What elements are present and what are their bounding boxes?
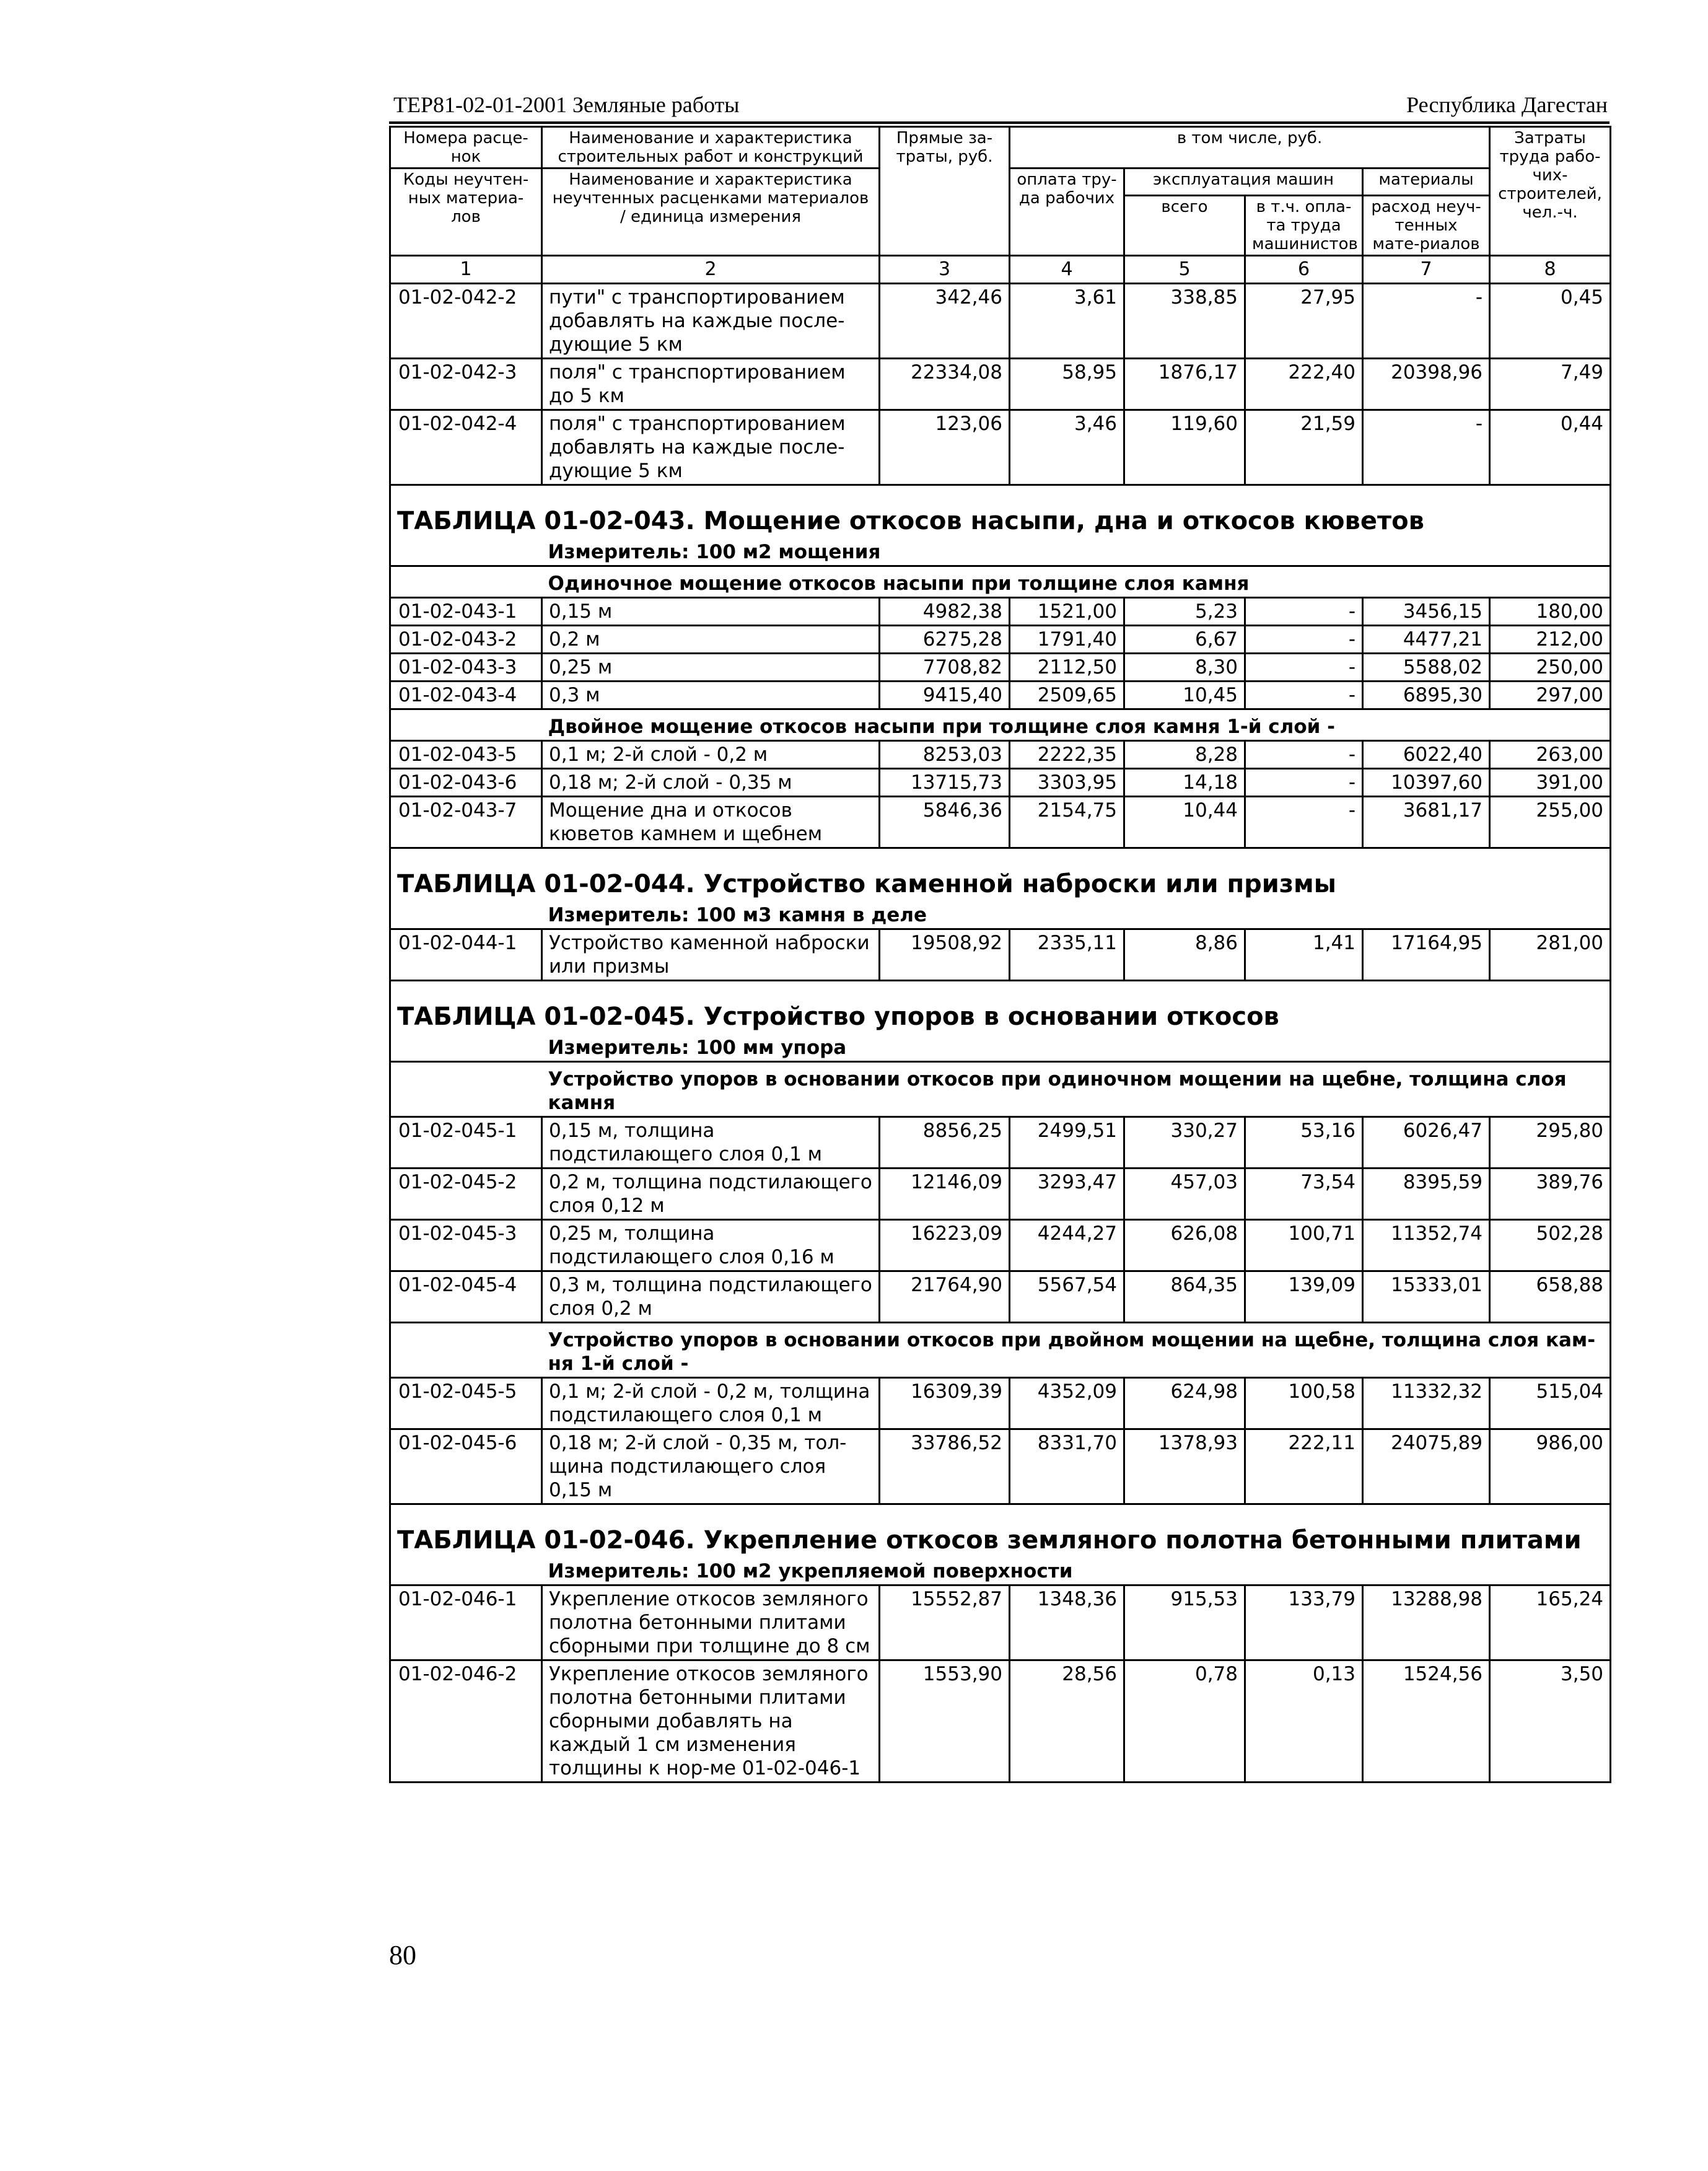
labor-hours: 658,88: [1490, 1271, 1611, 1323]
labor-hours: 7,49: [1490, 359, 1611, 410]
rate-code: 01-02-045-2: [390, 1169, 542, 1220]
machinist-pay: 0,13: [1245, 1660, 1363, 1783]
worker-pay: 4244,27: [1010, 1220, 1124, 1271]
machinist-pay: 100,71: [1245, 1220, 1363, 1271]
labor-hours: 180,00: [1490, 598, 1611, 626]
unaccounted-materials-header: расход неуч-тенных мате-риалов: [1363, 196, 1490, 256]
table-row: [390, 741, 1611, 769]
machinist-pay: 1,41: [1245, 929, 1363, 981]
materials-cost: -: [1363, 410, 1490, 485]
machinist-pay: 222,40: [1245, 359, 1363, 410]
labor-hours: 263,00: [1490, 741, 1611, 769]
machines-total: 119,60: [1124, 410, 1245, 485]
machines-total: 457,03: [1124, 1169, 1245, 1220]
machinist-pay: 73,54: [1245, 1169, 1363, 1220]
machinist-pay: -: [1245, 741, 1363, 769]
labor-hours: 295,80: [1490, 1117, 1611, 1169]
worker-pay: 4352,09: [1010, 1378, 1124, 1429]
machinist-pay: 100,58: [1245, 1378, 1363, 1429]
rate-code: 01-02-043-2: [390, 626, 542, 654]
work-name: пути" с транспортированием добавлять на каждые после-дующие 5 км: [542, 284, 880, 359]
table-row: [390, 1169, 1611, 1220]
page-number: 80: [389, 1940, 416, 1970]
worker-pay: 3293,47: [1010, 1169, 1124, 1220]
labor-hours: 0,45: [1490, 284, 1611, 359]
spacer-cell: [390, 1033, 542, 1062]
materials-cost: -: [1363, 284, 1490, 359]
subsection-heading: Устройство упоров в основании откосов при одиночном мощении на щебне, толщина слоя камня: [542, 1062, 1611, 1117]
table-body: [390, 127, 1611, 1783]
table-row: [390, 1585, 1611, 1660]
machines-total: 10,44: [1124, 797, 1245, 848]
materials-cost: 24075,89: [1363, 1429, 1490, 1504]
spacer-cell: [390, 1323, 542, 1378]
col-number: 2: [542, 256, 880, 284]
direct-costs: 12146,09: [880, 1169, 1010, 1220]
labor-hours: 986,00: [1490, 1429, 1611, 1504]
subsection-heading-row: [390, 566, 1611, 598]
direct-costs: 6275,28: [880, 626, 1010, 654]
machinist-pay: 53,16: [1245, 1117, 1363, 1169]
machinist-pay: -: [1245, 626, 1363, 654]
subsection-heading-row: [390, 1323, 1611, 1378]
materials-cost: 10397,60: [1363, 769, 1490, 797]
machinist-pay: 133,79: [1245, 1585, 1363, 1660]
materials-cost: 13288,98: [1363, 1585, 1490, 1660]
spacer-cell: [390, 1062, 542, 1117]
machinist-pay: -: [1245, 654, 1363, 682]
measurer-row: [390, 1033, 1611, 1062]
rate-code: 01-02-042-2: [390, 284, 542, 359]
labor-hours: 250,00: [1490, 654, 1611, 682]
work-name: 0,18 м; 2-й слой - 0,35 м, тол-щина подстилающего слоя 0,15 м: [542, 1429, 880, 1504]
machinist-pay: -: [1245, 769, 1363, 797]
labor-hours: 281,00: [1490, 929, 1611, 981]
worker-pay: 2154,75: [1010, 797, 1124, 848]
col-number: 7: [1363, 256, 1490, 284]
direct-costs: 5846,36: [880, 797, 1010, 848]
materials-cost: 1524,56: [1363, 1660, 1490, 1783]
rate-code: 01-02-045-3: [390, 1220, 542, 1271]
materials-cost: 6022,40: [1363, 741, 1490, 769]
direct-costs: 15552,87: [880, 1585, 1010, 1660]
machinist-pay: 21,59: [1245, 410, 1363, 485]
rate-code: 01-02-046-1: [390, 1585, 542, 1660]
materials-cost: 20398,96: [1363, 359, 1490, 410]
work-name: 0,1 м; 2-й слой - 0,2 м, толщина подстилающего слоя 0,1 м: [542, 1378, 880, 1429]
worker-pay: 3303,95: [1010, 769, 1124, 797]
worker-pay: 8331,70: [1010, 1429, 1124, 1504]
col2-top-header: Наименование и характеристика строительных работ и конструкций: [542, 127, 880, 169]
section-title: ТАБЛИЦА 01-02-044. Устройство каменной наброски или призмы: [390, 848, 1611, 901]
worker-pay: 5567,54: [1010, 1271, 1124, 1323]
section-title: ТАБЛИЦА 01-02-045. Устройство упоров в основании откосов: [390, 981, 1611, 1034]
rate-code: 01-02-043-1: [390, 598, 542, 626]
materials-cost: 3456,15: [1363, 598, 1490, 626]
rate-code: 01-02-043-3: [390, 654, 542, 682]
machines-total: 864,35: [1124, 1271, 1245, 1323]
rate-code: 01-02-046-2: [390, 1660, 542, 1783]
machines-total: 0,78: [1124, 1660, 1245, 1783]
machines-total: 8,86: [1124, 929, 1245, 981]
table-row: [390, 682, 1611, 709]
labor-hours: 515,04: [1490, 1378, 1611, 1429]
header-row-1: [390, 127, 1611, 169]
labor-hours-header: Затраты труда рабо-чих-строителей, чел.-ч.: [1490, 127, 1611, 256]
work-name: Укрепление откосов земляного полотна бетонными плитами сборными при толщине до 8 см: [542, 1585, 880, 1660]
spacer-cell: [390, 538, 542, 566]
direct-costs: 7708,82: [880, 654, 1010, 682]
machines-total: 915,53: [1124, 1585, 1245, 1660]
spacer-cell: [390, 1557, 542, 1585]
work-name: Укрепление откосов земляного полотна бетонными плитами сборными добавлять на каждый 1 см изменения толщины к нор-ме 01-02-046-1: [542, 1660, 880, 1783]
subsection-heading: Двойное мощение откосов насыпи при толщине слоя камня 1-й слой -: [542, 709, 1611, 741]
direct-costs: 16309,39: [880, 1378, 1010, 1429]
col-number: 5: [1124, 256, 1245, 284]
machines-total: 1378,93: [1124, 1429, 1245, 1504]
work-name: 0,15 м, толщина подстилающего слоя 0,1 м: [542, 1117, 880, 1169]
work-name: поля" с транспортированием добавлять на каждые после-дующие 5 км: [542, 410, 880, 485]
worker-pay-header: оплата тру-да рабочих: [1010, 169, 1124, 256]
col-number: 4: [1010, 256, 1124, 284]
materials-cost: 4477,21: [1363, 626, 1490, 654]
spacer-cell: [390, 709, 542, 741]
direct-costs: 16223,09: [880, 1220, 1010, 1271]
table-row: [390, 929, 1611, 981]
header-rule: [389, 121, 1609, 124]
direct-costs: 33786,52: [880, 1429, 1010, 1504]
spacer-cell: [390, 566, 542, 598]
rate-code: 01-02-043-4: [390, 682, 542, 709]
machinist-pay: 139,09: [1245, 1271, 1363, 1323]
worker-pay: 2222,35: [1010, 741, 1124, 769]
labor-hours: 165,24: [1490, 1585, 1611, 1660]
col-number: 6: [1245, 256, 1363, 284]
measurer: Измеритель: 100 мм упора: [542, 1033, 1611, 1062]
table-row: [390, 410, 1611, 485]
labor-hours: 255,00: [1490, 797, 1611, 848]
materials-cost: 5588,02: [1363, 654, 1490, 682]
subsection-heading-row: [390, 709, 1611, 741]
worker-pay: 2335,11: [1010, 929, 1124, 981]
work-name: 0,1 м; 2-й слой - 0,2 м: [542, 741, 880, 769]
table-row: [390, 359, 1611, 410]
table-row: [390, 797, 1611, 848]
section-title-row: [390, 1504, 1611, 1558]
worker-pay: 2112,50: [1010, 654, 1124, 682]
work-name: 0,3 м, толщина подстилающего слоя 0,2 м: [542, 1271, 880, 1323]
rate-code: 01-02-044-1: [390, 929, 542, 981]
direct-costs: 21764,90: [880, 1271, 1010, 1323]
work-name: 0,2 м: [542, 626, 880, 654]
measurer-row: [390, 901, 1611, 929]
machines-total: 5,23: [1124, 598, 1245, 626]
worker-pay: 1521,00: [1010, 598, 1124, 626]
region-name: Республика Дагестан: [1406, 92, 1608, 117]
col1-bottom-header: Коды неучтен-ных материа-лов: [390, 169, 542, 256]
table-row: [390, 1271, 1611, 1323]
table-row: [390, 1378, 1611, 1429]
machinist-pay: -: [1245, 797, 1363, 848]
col-number: 3: [880, 256, 1010, 284]
materials-cost: 11332,32: [1363, 1378, 1490, 1429]
direct-costs: 4982,38: [880, 598, 1010, 626]
machines-total: 338,85: [1124, 284, 1245, 359]
work-name: 0,2 м, толщина подстилающего слоя 0,12 м: [542, 1169, 880, 1220]
worker-pay: 3,46: [1010, 410, 1124, 485]
worker-pay: 1348,36: [1010, 1585, 1124, 1660]
direct-costs: 8253,03: [880, 741, 1010, 769]
materials-cost: 3681,17: [1363, 797, 1490, 848]
machines-total: 8,28: [1124, 741, 1245, 769]
spacer-cell: [390, 901, 542, 929]
subsection-heading: Устройство упоров в основании откосов при двойном мощении на щебне, толщина слоя кам-ня 1-й слой -: [542, 1323, 1611, 1378]
direct-costs: 123,06: [880, 410, 1010, 485]
materials-cost: 6026,47: [1363, 1117, 1490, 1169]
machinist-pay: -: [1245, 598, 1363, 626]
measurer-row: [390, 538, 1611, 566]
rate-code: 01-02-045-1: [390, 1117, 542, 1169]
work-name: Мощение дна и откосов кюветов камнем и щебнем: [542, 797, 880, 848]
rate-code: 01-02-043-6: [390, 769, 542, 797]
rate-code: 01-02-045-4: [390, 1271, 542, 1323]
direct-costs: 8856,25: [880, 1117, 1010, 1169]
work-name: 0,3 м: [542, 682, 880, 709]
section-title-row: [390, 485, 1611, 538]
direct-costs: 9415,40: [880, 682, 1010, 709]
worker-pay: 58,95: [1010, 359, 1124, 410]
direct-costs: 1553,90: [880, 1660, 1010, 1783]
measurer-row: [390, 1557, 1611, 1585]
machines-total: 10,45: [1124, 682, 1245, 709]
labor-hours: 297,00: [1490, 682, 1611, 709]
materials-cost: 15333,01: [1363, 1271, 1490, 1323]
col-number: 8: [1490, 256, 1611, 284]
machines-total-header: всего: [1124, 196, 1245, 256]
measurer: Измеритель: 100 м3 камня в деле: [542, 901, 1611, 929]
table-row: [390, 654, 1611, 682]
table-row: [390, 1117, 1611, 1169]
direct-costs-header: Прямые за-траты, руб.: [880, 127, 1010, 256]
labor-hours: 212,00: [1490, 626, 1611, 654]
rate-code: 01-02-045-5: [390, 1378, 542, 1429]
materials-cost: 11352,74: [1363, 1220, 1490, 1271]
machinist-pay: 222,11: [1245, 1429, 1363, 1504]
rate-code: 01-02-043-7: [390, 797, 542, 848]
subsection-heading-row: [390, 1062, 1611, 1117]
labor-hours: 3,50: [1490, 1660, 1611, 1783]
machinist-pay-header: в т.ч. опла-та труда машинистов: [1245, 196, 1363, 256]
labor-hours: 502,28: [1490, 1220, 1611, 1271]
rates-table: [389, 126, 1611, 1783]
machines-header: эксплуатация машин: [1124, 169, 1363, 196]
work-name: 0,25 м, толщина подстилающего слоя 0,16 м: [542, 1220, 880, 1271]
worker-pay: 1791,40: [1010, 626, 1124, 654]
machines-total: 330,27: [1124, 1117, 1245, 1169]
labor-hours: 0,44: [1490, 410, 1611, 485]
materials-cost: 17164,95: [1363, 929, 1490, 981]
work-name: 0,18 м; 2-й слой - 0,35 м: [542, 769, 880, 797]
worker-pay: 2499,51: [1010, 1117, 1124, 1169]
machinist-pay: -: [1245, 682, 1363, 709]
section-title: ТАБЛИЦА 01-02-046. Укрепление откосов земляного полотна бетонными плитами: [390, 1504, 1611, 1558]
document-title: ТЕР81-02-01-2001 Земляные работы: [393, 92, 740, 117]
machinist-pay: 27,95: [1245, 284, 1363, 359]
rate-code: 01-02-043-5: [390, 741, 542, 769]
labor-hours: 389,76: [1490, 1169, 1611, 1220]
direct-costs: 22334,08: [880, 359, 1010, 410]
including-header: в том числе, руб.: [1010, 127, 1490, 169]
machines-total: 1876,17: [1124, 359, 1245, 410]
table-row: [390, 598, 1611, 626]
rate-code: 01-02-042-3: [390, 359, 542, 410]
table-row: [390, 1429, 1611, 1504]
measurer: Измеритель: 100 м2 укрепляемой поверхности: [542, 1557, 1611, 1585]
machines-total: 624,98: [1124, 1378, 1245, 1429]
section-title-row: [390, 848, 1611, 901]
section-title: ТАБЛИЦА 01-02-043. Мощение откосов насыпи, дна и откосов кюветов: [390, 485, 1611, 538]
work-name: 0,15 м: [542, 598, 880, 626]
col2-bottom-header: Наименование и характеристика неучтенных расценками материалов / единица измерения: [542, 169, 880, 256]
materials-header: материалы: [1363, 169, 1490, 196]
col-number: 1: [390, 256, 542, 284]
materials-cost: 6895,30: [1363, 682, 1490, 709]
measurer: Измеритель: 100 м2 мощения: [542, 538, 1611, 566]
worker-pay: 28,56: [1010, 1660, 1124, 1783]
direct-costs: 19508,92: [880, 929, 1010, 981]
materials-cost: 8395,59: [1363, 1169, 1490, 1220]
machines-total: 14,18: [1124, 769, 1245, 797]
direct-costs: 13715,73: [880, 769, 1010, 797]
column-numbers-row: [390, 256, 1611, 284]
table-row: [390, 284, 1611, 359]
col1-top-header: Номера расце-нок: [390, 127, 542, 169]
work-name: 0,25 м: [542, 654, 880, 682]
machines-total: 8,30: [1124, 654, 1245, 682]
worker-pay: 3,61: [1010, 284, 1124, 359]
labor-hours: 391,00: [1490, 769, 1611, 797]
direct-costs: 342,46: [880, 284, 1010, 359]
table-row: [390, 1660, 1611, 1783]
table-row: [390, 626, 1611, 654]
table-row: [390, 1220, 1611, 1271]
subsection-heading: Одиночное мощение откосов насыпи при толщине слоя камня: [542, 566, 1611, 598]
table-row: [390, 769, 1611, 797]
section-title-row: [390, 981, 1611, 1034]
work-name: Устройство каменной наброски или призмы: [542, 929, 880, 981]
worker-pay: 2509,65: [1010, 682, 1124, 709]
machines-total: 6,67: [1124, 626, 1245, 654]
rate-code: 01-02-042-4: [390, 410, 542, 485]
machines-total: 626,08: [1124, 1220, 1245, 1271]
work-name: поля" с транспортированием до 5 км: [542, 359, 880, 410]
running-header: [393, 92, 1608, 123]
rate-code: 01-02-045-6: [390, 1429, 542, 1504]
